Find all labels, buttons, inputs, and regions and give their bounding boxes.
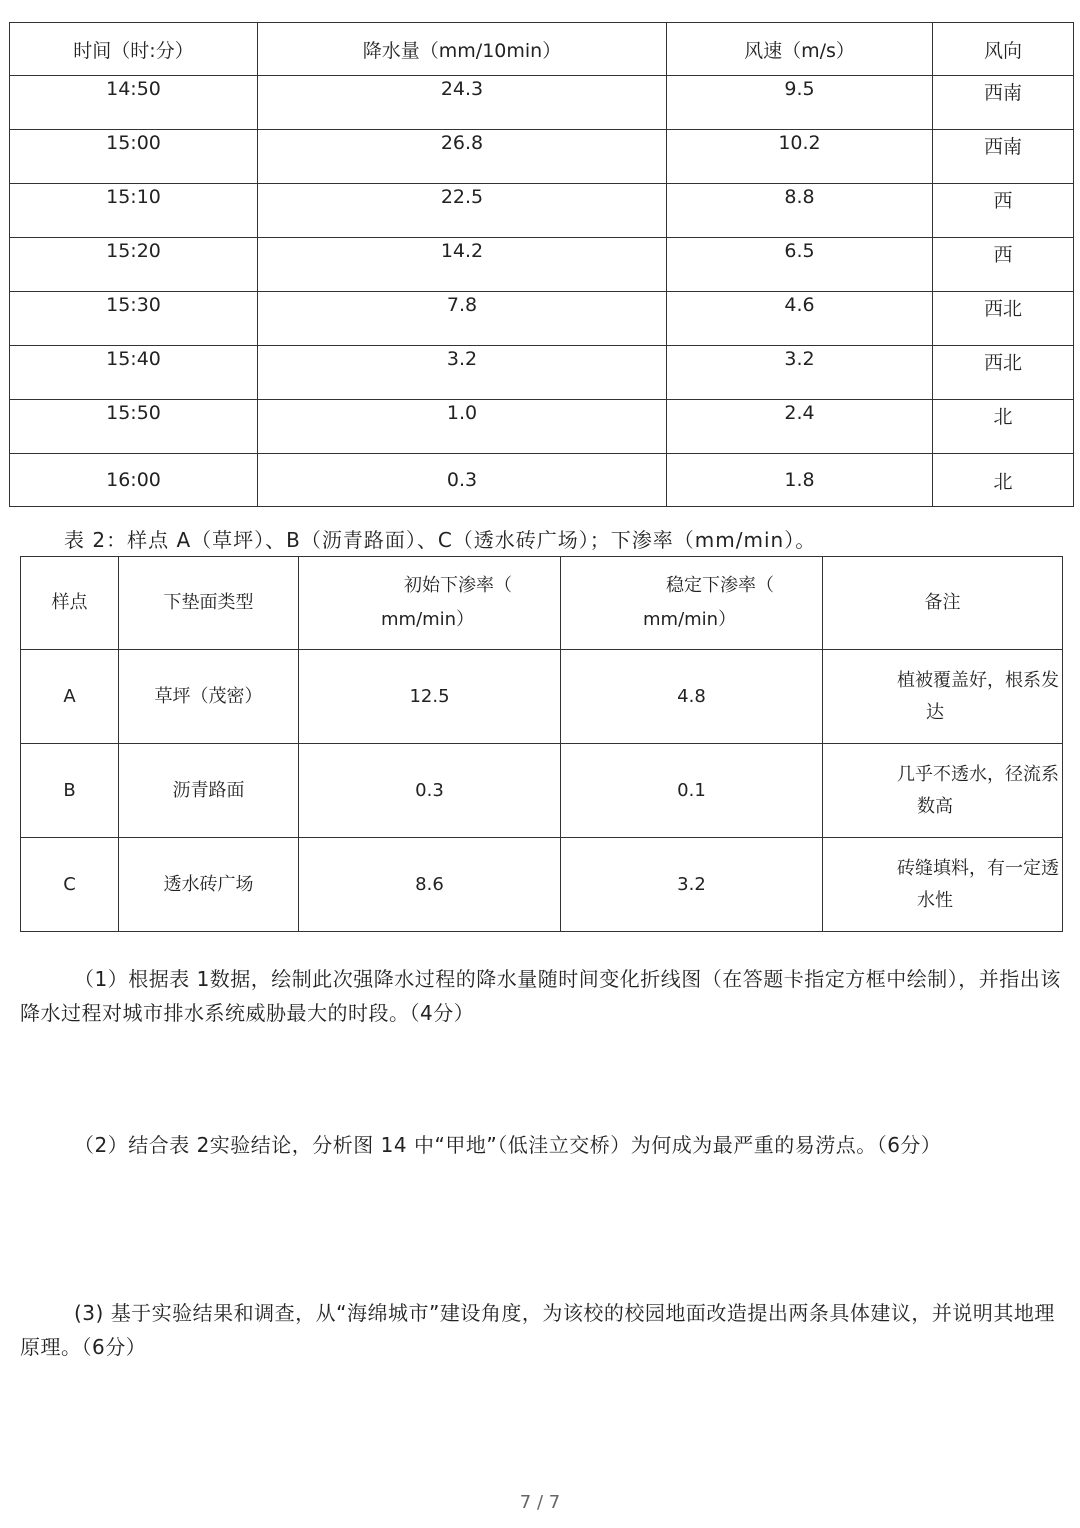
cell-precipitation: 7.8	[258, 292, 667, 346]
cell-wind-direction: 北	[933, 454, 1074, 507]
note-line2: 数高	[917, 795, 953, 817]
header-stable-line1: 稳定下渗率（	[666, 575, 774, 596]
table-row	[10, 400, 1074, 454]
page-number: 7 / 7	[519, 1492, 561, 1513]
table-row	[21, 650, 1063, 744]
question-3: (3) 基于实验结果和调查，从“海绵城市”建设角度，为该校的校园地面改造提出两条具体建议，并说明其地理原理。（6分）	[20, 1301, 1055, 1359]
cell-stable: 0.1	[561, 744, 823, 838]
note-line1: 几乎不透水，径流系	[897, 763, 1059, 785]
table-header-row	[10, 23, 1074, 76]
cell-time: 15:40	[10, 346, 258, 400]
cell-note	[823, 838, 1063, 932]
cell-wind-direction: 西北	[933, 292, 1074, 346]
table-row	[10, 346, 1074, 400]
header-time: 时间（时:分）	[10, 23, 258, 76]
cell-wind-speed: 4.6	[667, 292, 933, 346]
cell-surface: 透水砖广场	[119, 838, 299, 932]
cell-wind-direction: 西南	[933, 130, 1074, 184]
question-1: （1）根据表 1数据，绘制此次强降水过程的降水量随时间变化折线图（在答题卡指定方框中绘制），并指出该降水过程对城市排水系统威胁最大的时段。（4分）	[20, 967, 1061, 1025]
cell-wind-speed: 1.8	[667, 454, 933, 507]
table-row	[21, 744, 1063, 838]
header-note: 备注	[823, 557, 1063, 650]
cell-wind-speed: 8.8	[667, 184, 933, 238]
header-precipitation: 降水量（mm/10min）	[258, 23, 667, 76]
table-row	[10, 454, 1074, 507]
cell-wind-speed: 3.2	[667, 346, 933, 400]
cell-site: C	[21, 838, 119, 932]
cell-time: 14:50	[10, 76, 258, 130]
cell-note	[823, 744, 1063, 838]
cell-wind-speed: 2.4	[667, 400, 933, 454]
header-initial-line1: 初始下渗率（	[404, 575, 512, 596]
cell-time: 15:10	[10, 184, 258, 238]
cell-wind-direction: 西北	[933, 346, 1074, 400]
cell-site: A	[21, 650, 119, 744]
cell-wind-speed: 6.5	[667, 238, 933, 292]
table-row	[10, 130, 1074, 184]
cell-precipitation: 26.8	[258, 130, 667, 184]
cell-surface: 沥青路面	[119, 744, 299, 838]
cell-wind-direction: 西	[933, 184, 1074, 238]
table-row	[10, 238, 1074, 292]
cell-wind-direction: 北	[933, 400, 1074, 454]
cell-wind-direction: 西	[933, 238, 1074, 292]
table-header-row	[21, 557, 1063, 650]
cell-precipitation: 22.5	[258, 184, 667, 238]
cell-wind-speed: 9.5	[667, 76, 933, 130]
cell-time: 15:20	[10, 238, 258, 292]
table-row	[10, 292, 1074, 346]
header-initial-infiltration	[299, 557, 561, 650]
cell-precipitation: 3.2	[258, 346, 667, 400]
cell-initial: 0.3	[299, 744, 561, 838]
cell-initial: 12.5	[299, 650, 561, 744]
cell-site: B	[21, 744, 119, 838]
cell-initial: 8.6	[299, 838, 561, 932]
cell-wind-direction: 西南	[933, 76, 1074, 130]
cell-time: 16:00	[10, 454, 258, 507]
note-line2: 水性	[917, 889, 953, 911]
header-wind-speed: 风速（m/s）	[667, 23, 933, 76]
note-line1: 砖缝填料，有一定透	[897, 857, 1059, 879]
table-row	[10, 76, 1074, 130]
header-surface-type: 下垫面类型	[119, 557, 299, 650]
cell-precipitation: 14.2	[258, 238, 667, 292]
cell-stable: 4.8	[561, 650, 823, 744]
question-2: （2）结合表 2实验结论，分析图 14 中“甲地”（低洼立交桥）为何成为最严重的易涝点。（6分）	[74, 1133, 942, 1157]
note-line2: 达	[926, 701, 944, 723]
cell-wind-speed: 10.2	[667, 130, 933, 184]
header-site: 样点	[21, 557, 119, 650]
table-row	[21, 838, 1063, 932]
infiltration-table	[20, 556, 1063, 932]
table2-caption: 表 2：样点 A（草坪）、B（沥青路面）、C（透水砖广场）；下渗率（mm/min）。	[64, 528, 817, 552]
cell-precipitation: 1.0	[258, 400, 667, 454]
header-initial-line2: mm/min）	[381, 609, 475, 630]
table-row	[10, 184, 1074, 238]
cell-time: 15:50	[10, 400, 258, 454]
cell-precipitation: 0.3	[258, 454, 667, 507]
header-stable-infiltration	[561, 557, 823, 650]
cell-stable: 3.2	[561, 838, 823, 932]
cell-time: 15:30	[10, 292, 258, 346]
header-wind-direction: 风向	[933, 23, 1074, 76]
header-stable-line2: mm/min）	[643, 609, 737, 630]
rainfall-table	[9, 22, 1074, 507]
note-line1: 植被覆盖好，根系发	[897, 669, 1059, 691]
cell-surface: 草坪（茂密）	[119, 650, 299, 744]
cell-time: 15:00	[10, 130, 258, 184]
cell-note	[823, 650, 1063, 744]
cell-precipitation: 24.3	[258, 76, 667, 130]
